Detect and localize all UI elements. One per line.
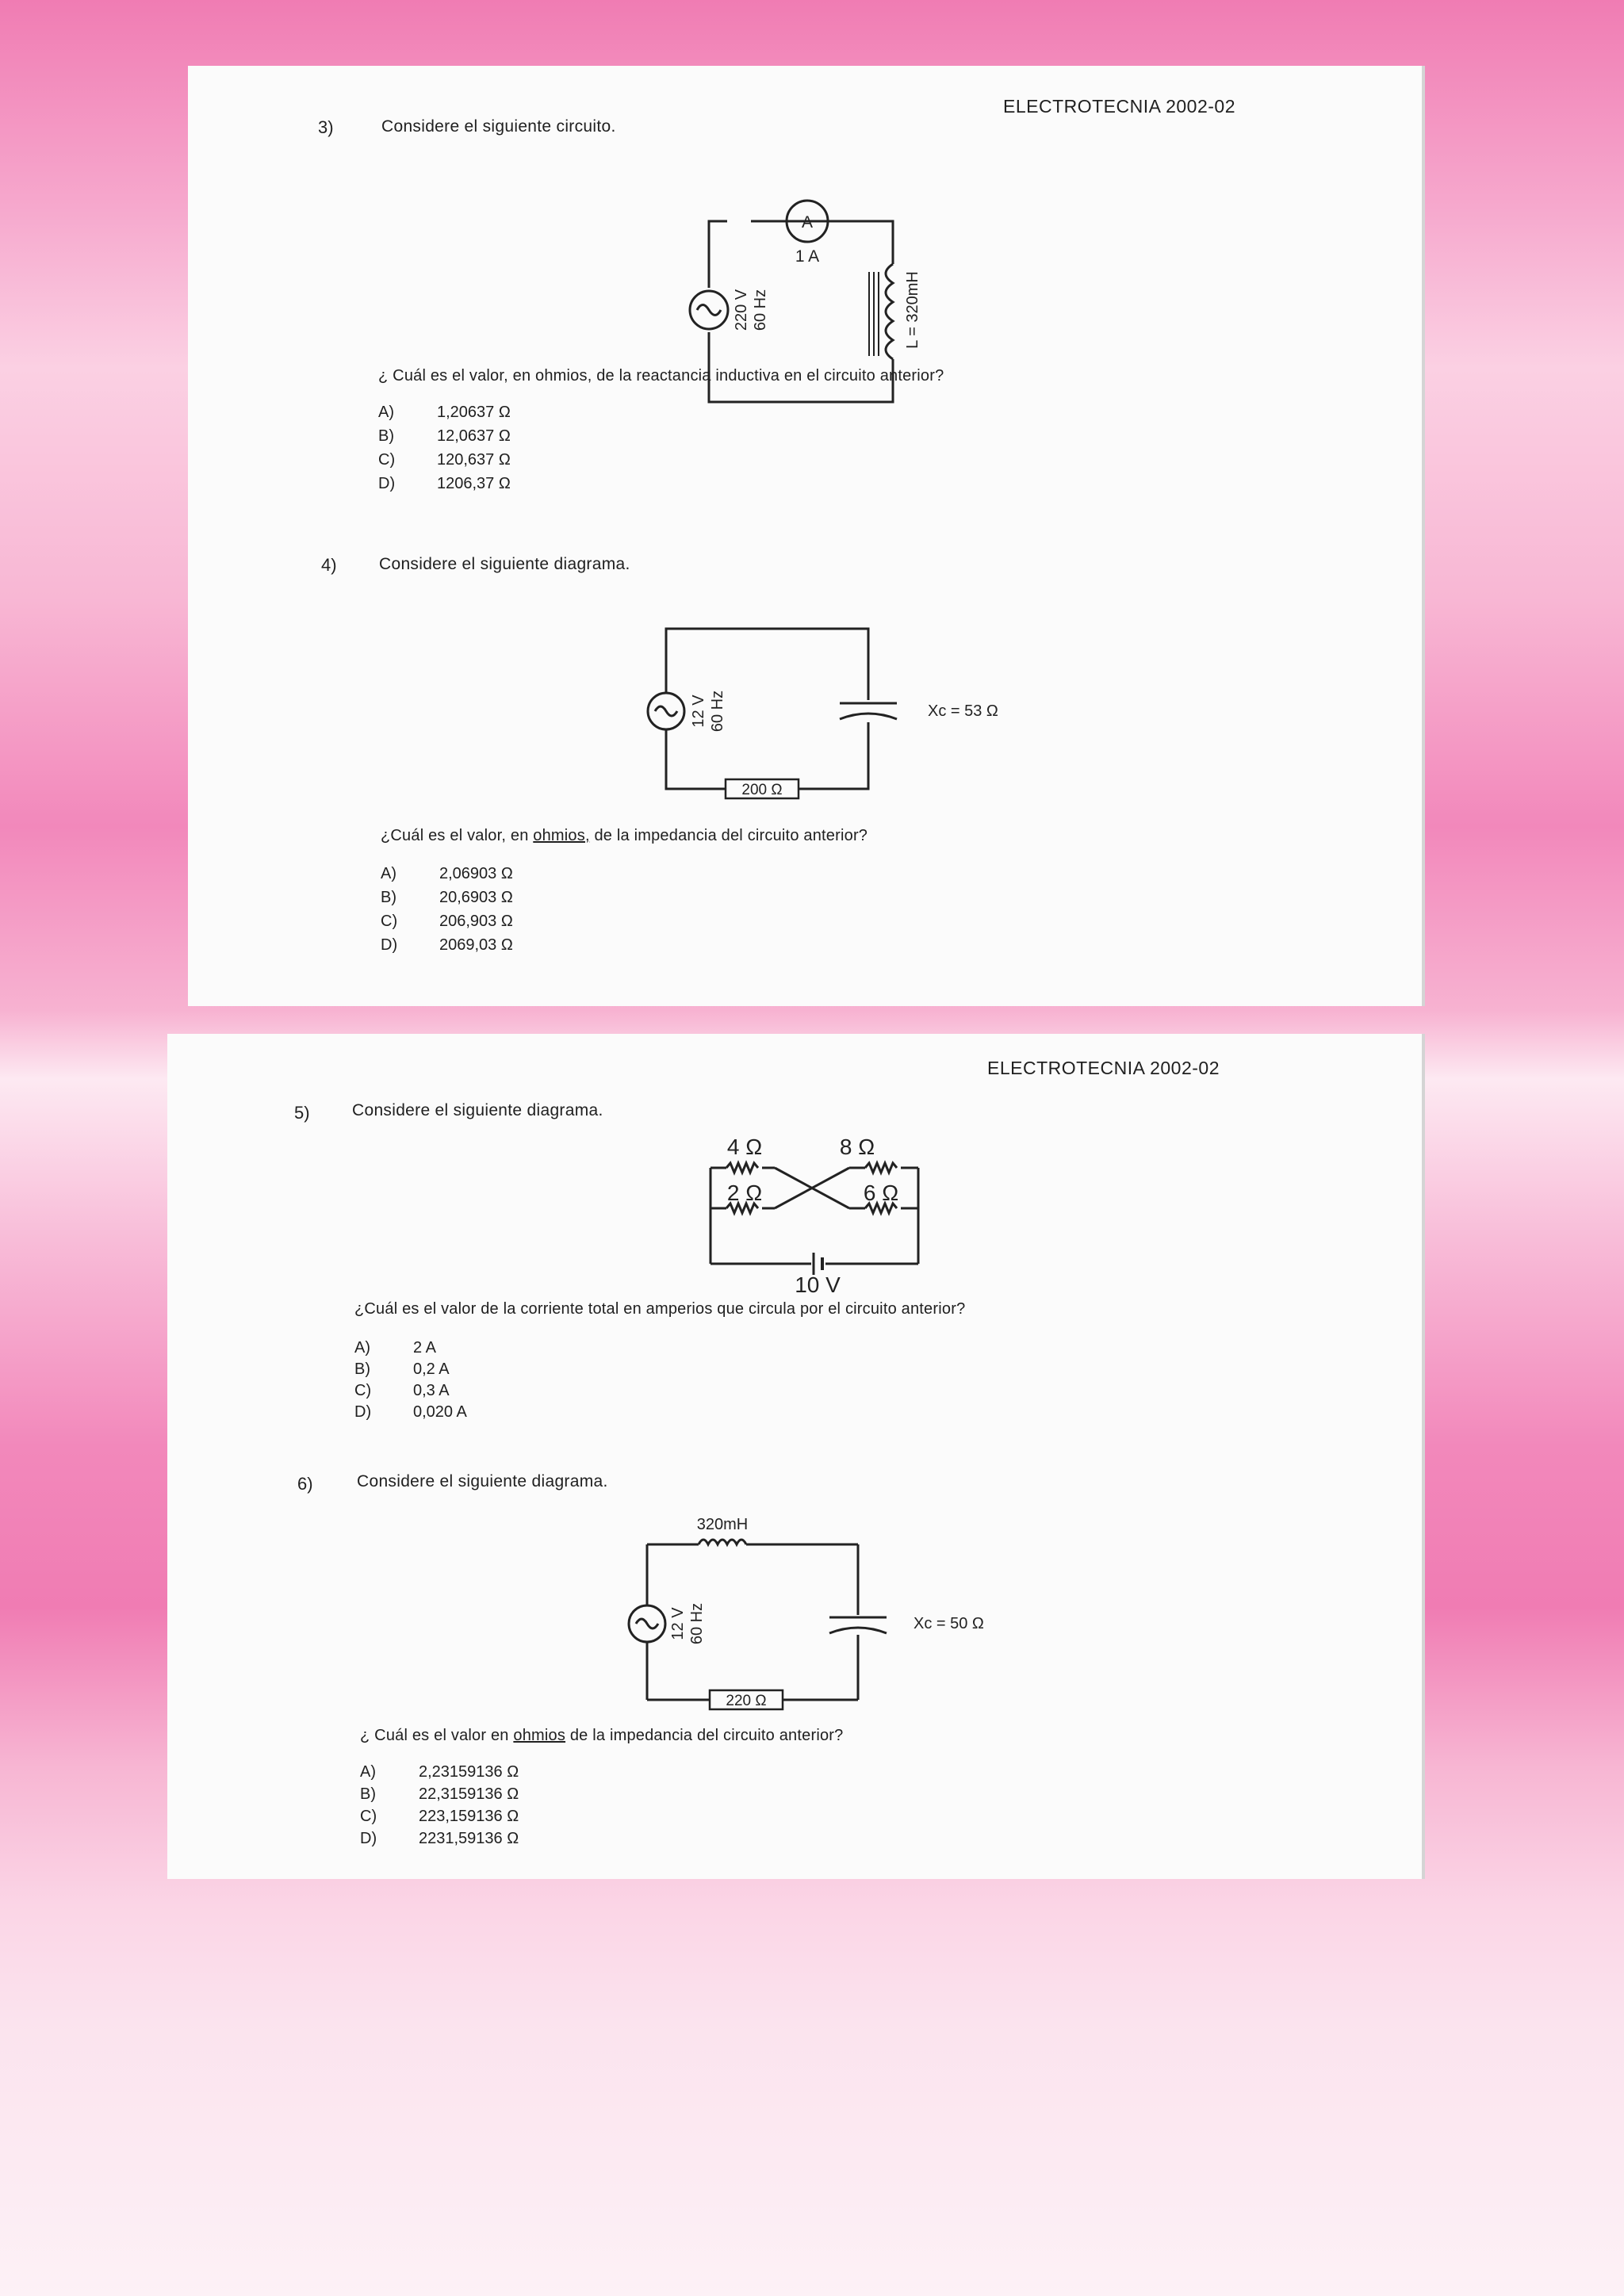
circuit-diagram-q5	[691, 1129, 944, 1303]
option-d	[354, 1403, 467, 1422]
option-a	[378, 404, 511, 422]
option-value: 0,020 A	[413, 1403, 467, 1421]
option-d	[378, 475, 511, 493]
voltage-label: 12 V	[690, 695, 707, 728]
option-label: C)	[360, 1808, 377, 1825]
inductance-label: 320mH	[696, 1516, 749, 1533]
option-label: C)	[354, 1382, 372, 1399]
option-b	[378, 427, 511, 446]
option-label: D)	[378, 475, 396, 492]
question-number: 3)	[318, 117, 334, 137]
resistor-label-4: 4 Ω	[726, 1135, 763, 1159]
reactance-label: Xc = 50 Ω	[914, 1615, 984, 1632]
option-value: 2 A	[413, 1339, 436, 1357]
option-label: B)	[378, 427, 394, 445]
option-value: 1206,37 Ω	[437, 475, 511, 492]
option-c	[378, 451, 511, 469]
option-label: C)	[378, 451, 396, 469]
page-header: ELECTROTECNIA 2002-02	[1003, 96, 1236, 117]
option-label: D)	[381, 936, 398, 954]
option-value: 206,903 Ω	[439, 913, 513, 930]
question-text-post: de la impedancia del circuito anterior?	[565, 1727, 844, 1744]
option-value: 120,637 Ω	[437, 451, 511, 469]
option-label: A)	[360, 1763, 376, 1781]
option-value: 2231,59136 Ω	[419, 1830, 519, 1847]
question-number: 4)	[321, 555, 337, 575]
option-b	[360, 1785, 519, 1804]
battery-label: 10 V	[795, 1272, 841, 1297]
resistor-8-icon	[865, 1163, 897, 1173]
option-b	[354, 1360, 450, 1379]
option-label: B)	[354, 1360, 370, 1378]
option-d	[381, 936, 513, 955]
question-stem: Considere el siguiente diagrama.	[379, 555, 630, 573]
frequency-label: 60 Hz	[688, 1602, 706, 1645]
option-c	[360, 1808, 519, 1826]
option-a	[360, 1763, 519, 1781]
option-label: A)	[354, 1339, 370, 1357]
circuit-diagram-q6	[611, 1510, 1055, 1716]
resistor-label-8: 8 Ω	[839, 1135, 875, 1159]
question-text	[360, 1727, 843, 1745]
inductance-label: L = 320mH	[904, 271, 921, 349]
resistance-label: 220 Ω	[726, 1693, 767, 1709]
page-header: ELECTROTECNIA 2002-02	[987, 1058, 1220, 1078]
battery-icon	[814, 1253, 822, 1275]
current-label: 1 A	[795, 247, 820, 266]
exam-page-2	[167, 1034, 1425, 1879]
frequency-label: 60 Hz	[709, 690, 726, 733]
option-value: 1,20637 Ω	[437, 404, 511, 421]
question-text-post: de la impedancia del circuito anterior?	[589, 827, 868, 844]
option-value: 20,6903 Ω	[439, 889, 513, 906]
option-label: A)	[381, 865, 396, 882]
option-label: C)	[381, 913, 398, 930]
question-number: 6)	[297, 1474, 313, 1494]
option-d	[360, 1830, 519, 1848]
ammeter-label: A	[801, 213, 814, 232]
question-number: 5)	[294, 1103, 310, 1123]
option-value: 223,159136 Ω	[419, 1808, 519, 1825]
question-text: ¿Cuál es el valor de la corriente total en amperios que circula por el circuito anterior?	[354, 1300, 966, 1318]
option-value: 22,3159136 Ω	[419, 1785, 519, 1803]
question-stem: Considere el siguiente diagrama.	[357, 1472, 608, 1490]
question-text: ¿ Cuál es el valor, en ohmios, de la reactancia inductiva en el circuito anterior?	[378, 367, 944, 385]
option-value: 2,06903 Ω	[439, 865, 513, 882]
voltage-label: 220 V	[733, 289, 750, 331]
option-c	[381, 913, 513, 931]
question-text-pre: ¿Cuál es el valor, en	[381, 827, 534, 844]
resistor-4-icon	[726, 1163, 758, 1173]
exam-page-1	[188, 66, 1425, 1006]
question-text-underlined: ohmios,	[533, 827, 590, 844]
option-value: 12,0637 Ω	[437, 427, 511, 445]
option-label: D)	[354, 1403, 372, 1421]
question-text-pre: ¿ Cuál es el valor en	[360, 1727, 514, 1744]
option-a	[354, 1339, 436, 1357]
option-label: A)	[378, 404, 394, 421]
question-text-underlined: ohmios	[513, 1727, 566, 1744]
question-stem: Considere el siguiente circuito.	[381, 117, 616, 136]
resistor-label-2: 2 Ω	[726, 1181, 763, 1205]
question-stem: Considere el siguiente diagrama.	[352, 1101, 603, 1119]
resistor-label-6: 6 Ω	[863, 1181, 899, 1205]
voltage-label: 12 V	[669, 1607, 687, 1640]
question-text	[381, 827, 868, 845]
reactance-label: Xc = 53 Ω	[928, 702, 998, 720]
option-a	[381, 865, 513, 883]
option-label: B)	[360, 1785, 376, 1803]
option-value: 0,3 A	[413, 1382, 450, 1399]
option-c	[354, 1382, 450, 1400]
option-label: D)	[360, 1830, 377, 1847]
frequency-label: 60 Hz	[752, 289, 769, 331]
option-value: 0,2 A	[413, 1360, 450, 1378]
option-b	[381, 889, 513, 907]
resistance-label: 200 Ω	[741, 782, 783, 798]
option-value: 2,23159136 Ω	[419, 1763, 519, 1781]
option-value: 2069,03 Ω	[439, 936, 513, 954]
inductor-icon	[699, 1540, 746, 1544]
option-label: B)	[381, 889, 396, 906]
